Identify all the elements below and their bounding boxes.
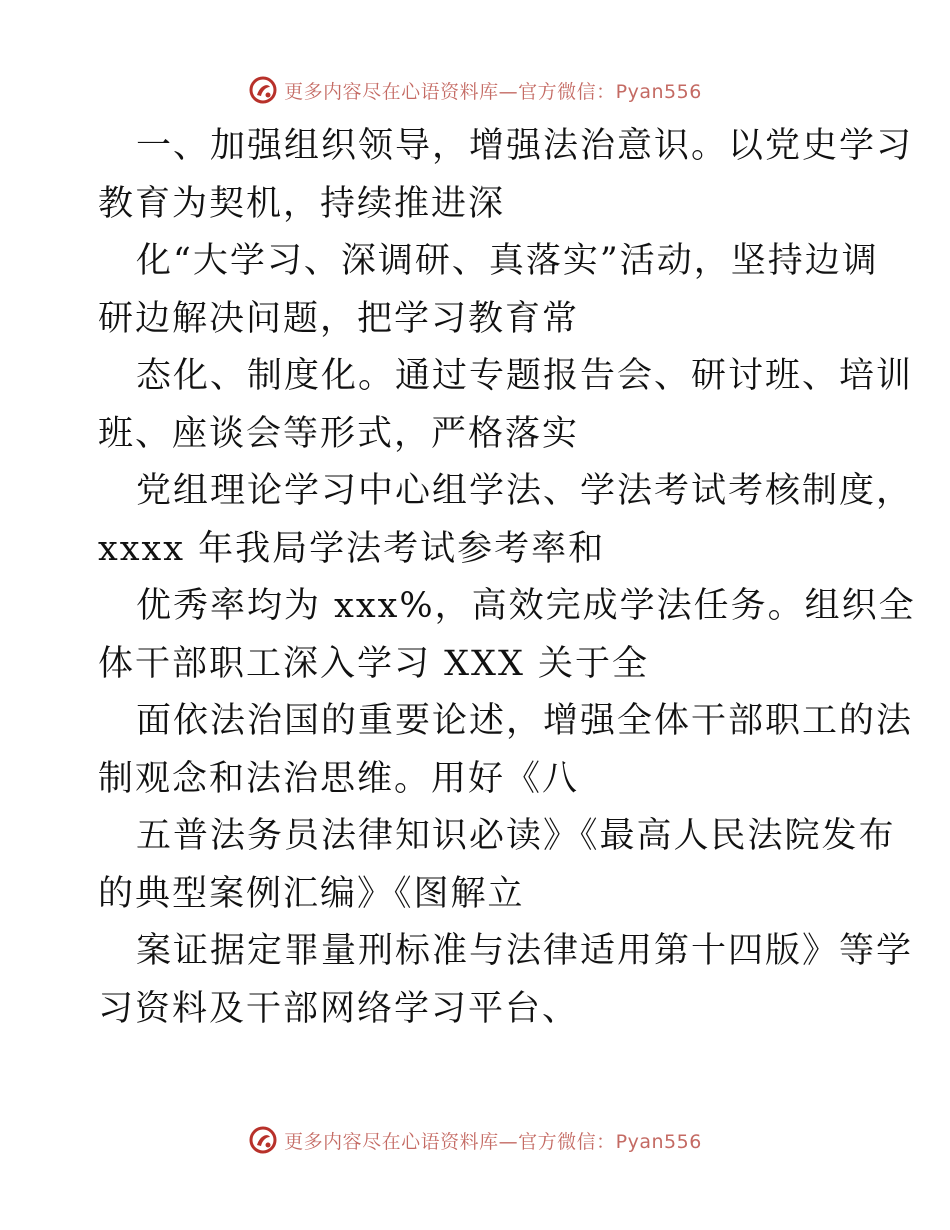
paragraph — [98, 118, 914, 233]
paragraph-line: 习资料及干部网络学习平台、 — [98, 988, 580, 1029]
paragraph-line: 班、座谈会等形式，严格落实 — [98, 413, 580, 454]
paragraph-line: 五普法务员法律知识必读》《最高人民法院发布 — [136, 816, 896, 856]
paragraph-line: 研边解决问题，把学习教育常 — [98, 298, 580, 339]
paragraph — [98, 233, 879, 348]
paragraph — [98, 348, 914, 463]
paragraph — [98, 923, 914, 1038]
paragraph-line: 优秀率均为 xxx%，高效完成学法任务。组织全 — [136, 586, 916, 626]
footer-banner — [0, 1120, 950, 1160]
paragraph — [98, 693, 914, 808]
paragraph-line: 的典型案例汇编》《图解立 — [98, 873, 525, 914]
red-swirl-logo-icon — [248, 1125, 278, 1155]
paragraph-line: 面依法治国的重要论述，增强全体干部职工的法 — [136, 701, 914, 741]
banner-text: 更多内容尽在心语资料库—官方微信：Pyan556 — [284, 80, 702, 103]
paragraph — [98, 578, 916, 693]
header-banner — [0, 70, 950, 110]
document-body — [98, 118, 916, 1038]
paragraph-line: 案证据定罪量刑标准与法律适用第十四版》等学 — [136, 931, 914, 971]
paragraph-line: 制观念和法治思维。用好《八 — [98, 758, 580, 799]
paragraph-line: xxxx 年我局学法考试参考率和 — [98, 528, 606, 569]
paragraph-line: 一、加强组织领导，增强法治意识。以党史学习 — [136, 126, 914, 166]
paragraph-line: 化“大学习、深调研、真落实”活动，坚持边调 — [136, 241, 879, 281]
paragraph — [98, 463, 914, 578]
paragraph-line: 教育为契机，持续推进深 — [98, 183, 506, 224]
banner-text: 更多内容尽在心语资料库—官方微信：Pyan556 — [284, 1130, 702, 1153]
paragraph — [98, 808, 896, 923]
red-swirl-logo-icon — [248, 75, 278, 105]
paragraph-line: 党组理论学习中心组学法、学法考试考核制度， — [136, 471, 914, 511]
paragraph-line: 态化、制度化。通过专题报告会、研讨班、培训 — [136, 356, 914, 396]
paragraph-line: 体干部职工深入学习 XXX 关于全 — [98, 643, 650, 684]
